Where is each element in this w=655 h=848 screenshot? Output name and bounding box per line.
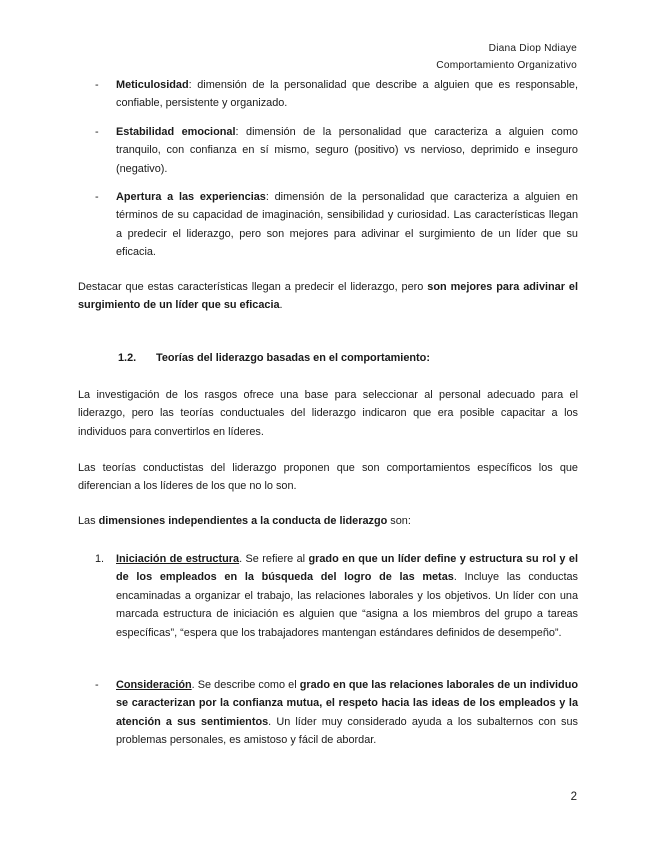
summary-bold: son mejores para adivinar el surgimiento de un líder que su eficacia	[78, 281, 578, 312]
section-number: 1.2.	[118, 352, 137, 364]
page-number: 2	[570, 791, 577, 803]
summary-paragraph	[78, 278, 578, 315]
dimensiones-intro-bold: dimensiones independientes a la conducta de liderazgo	[98, 515, 388, 527]
section-heading	[118, 349, 430, 367]
dimension-term: Iniciación de estructura	[116, 553, 240, 565]
trait-text: : dimensión de la personalidad que caracteriza a alguien como tranquilo, con confianza en sí mismo, seguro (positivo) vs nervioso, deprimido e inseguro (negativo).	[116, 126, 578, 175]
trait-term: Apertura a las experiencias	[116, 191, 266, 203]
summary-end: .	[279, 299, 283, 312]
paragraph-teorias: Las teorías conductistas del liderazgo proponen que son comportamientos específicos los que diferencian a los líderes de los que no lo son.	[78, 462, 578, 493]
dimensiones-intro-end: son:	[387, 515, 411, 527]
trait-term: Estabilidad emocional	[116, 126, 236, 138]
trait-text: : dimensión de la personalidad que describe a alguien que es responsable, confiable, persistente y organizado.	[116, 79, 578, 110]
trait-item-estabilidad	[78, 123, 578, 178]
dimension-text-rest: . Incluye las conductas encaminadas a organizar el trabajo, las relaciones laborales y los objetivos. Un líder con una marcada estructura de iniciación es alguien que “asigna a los miembros del grupo a tareas específicas”, “espera que los trabajadores mantengan estándares definidos de desempeño”.	[116, 571, 578, 639]
dimension-text-rest: . Un líder muy considerado ayuda a los subalternos con sus problemas personales, es amistoso y fácil de abordar.	[116, 715, 578, 747]
header-author: Diana Diop Ndiaye	[488, 43, 577, 54]
dimension-bold: grado en que un líder define y estructura su rol y el de los empleados en la búsqueda del logro de las metas	[116, 553, 578, 584]
dimension-term: Consideración	[116, 679, 192, 691]
trait-item-apertura	[78, 188, 578, 262]
section-title: Teorías del liderazgo basadas en el comportamiento:	[156, 352, 430, 364]
trait-term: Meticulosidad	[116, 79, 189, 91]
list-number: 1.	[95, 553, 105, 565]
paragraph-dimensiones	[78, 512, 578, 530]
dimension-item-consideracion	[78, 676, 578, 750]
dimension-text: . Se refiere al	[239, 553, 309, 565]
bullet-marker: -	[95, 126, 99, 138]
summary-text: Destacar que estas características llegan a predecir el liderazgo, pero	[78, 281, 428, 293]
bullet-marker: -	[95, 79, 99, 91]
bullet-marker: -	[95, 679, 99, 691]
page-header	[436, 40, 577, 74]
trait-text: : dimensión de la personalidad que caracteriza a alguien en términos de su capacidad de imaginación, sensibilidad y curiosidad. Las características llegan a predecir el liderazgo, pero son mejores para adivinar el surgimiento de un líder que su eficacia.	[116, 191, 578, 259]
dimensiones-intro-start: Las	[78, 515, 99, 527]
bullet-marker: -	[95, 191, 99, 203]
dimension-text: . Se describe como el	[191, 679, 300, 691]
dimension-bold: grado en que las relaciones laborales de un individuo se caracterizan por la confianza mutua, el respeto hacia las ideas de los empleados y la atención a sus sentimientos	[116, 679, 578, 728]
dimension-item-iniciacion	[78, 550, 578, 642]
trait-item-meticulosidad	[78, 76, 578, 113]
header-subject: Comportamiento Organizativo	[436, 60, 577, 71]
paragraph-investigacion: La investigación de los rasgos ofrece una base para seleccionar al personal adecuado para el liderazgo, pero las teorías conductuales del liderazgo indicaron que era posible capacitar a los individuos para convertirlos en líderes.	[78, 389, 578, 438]
